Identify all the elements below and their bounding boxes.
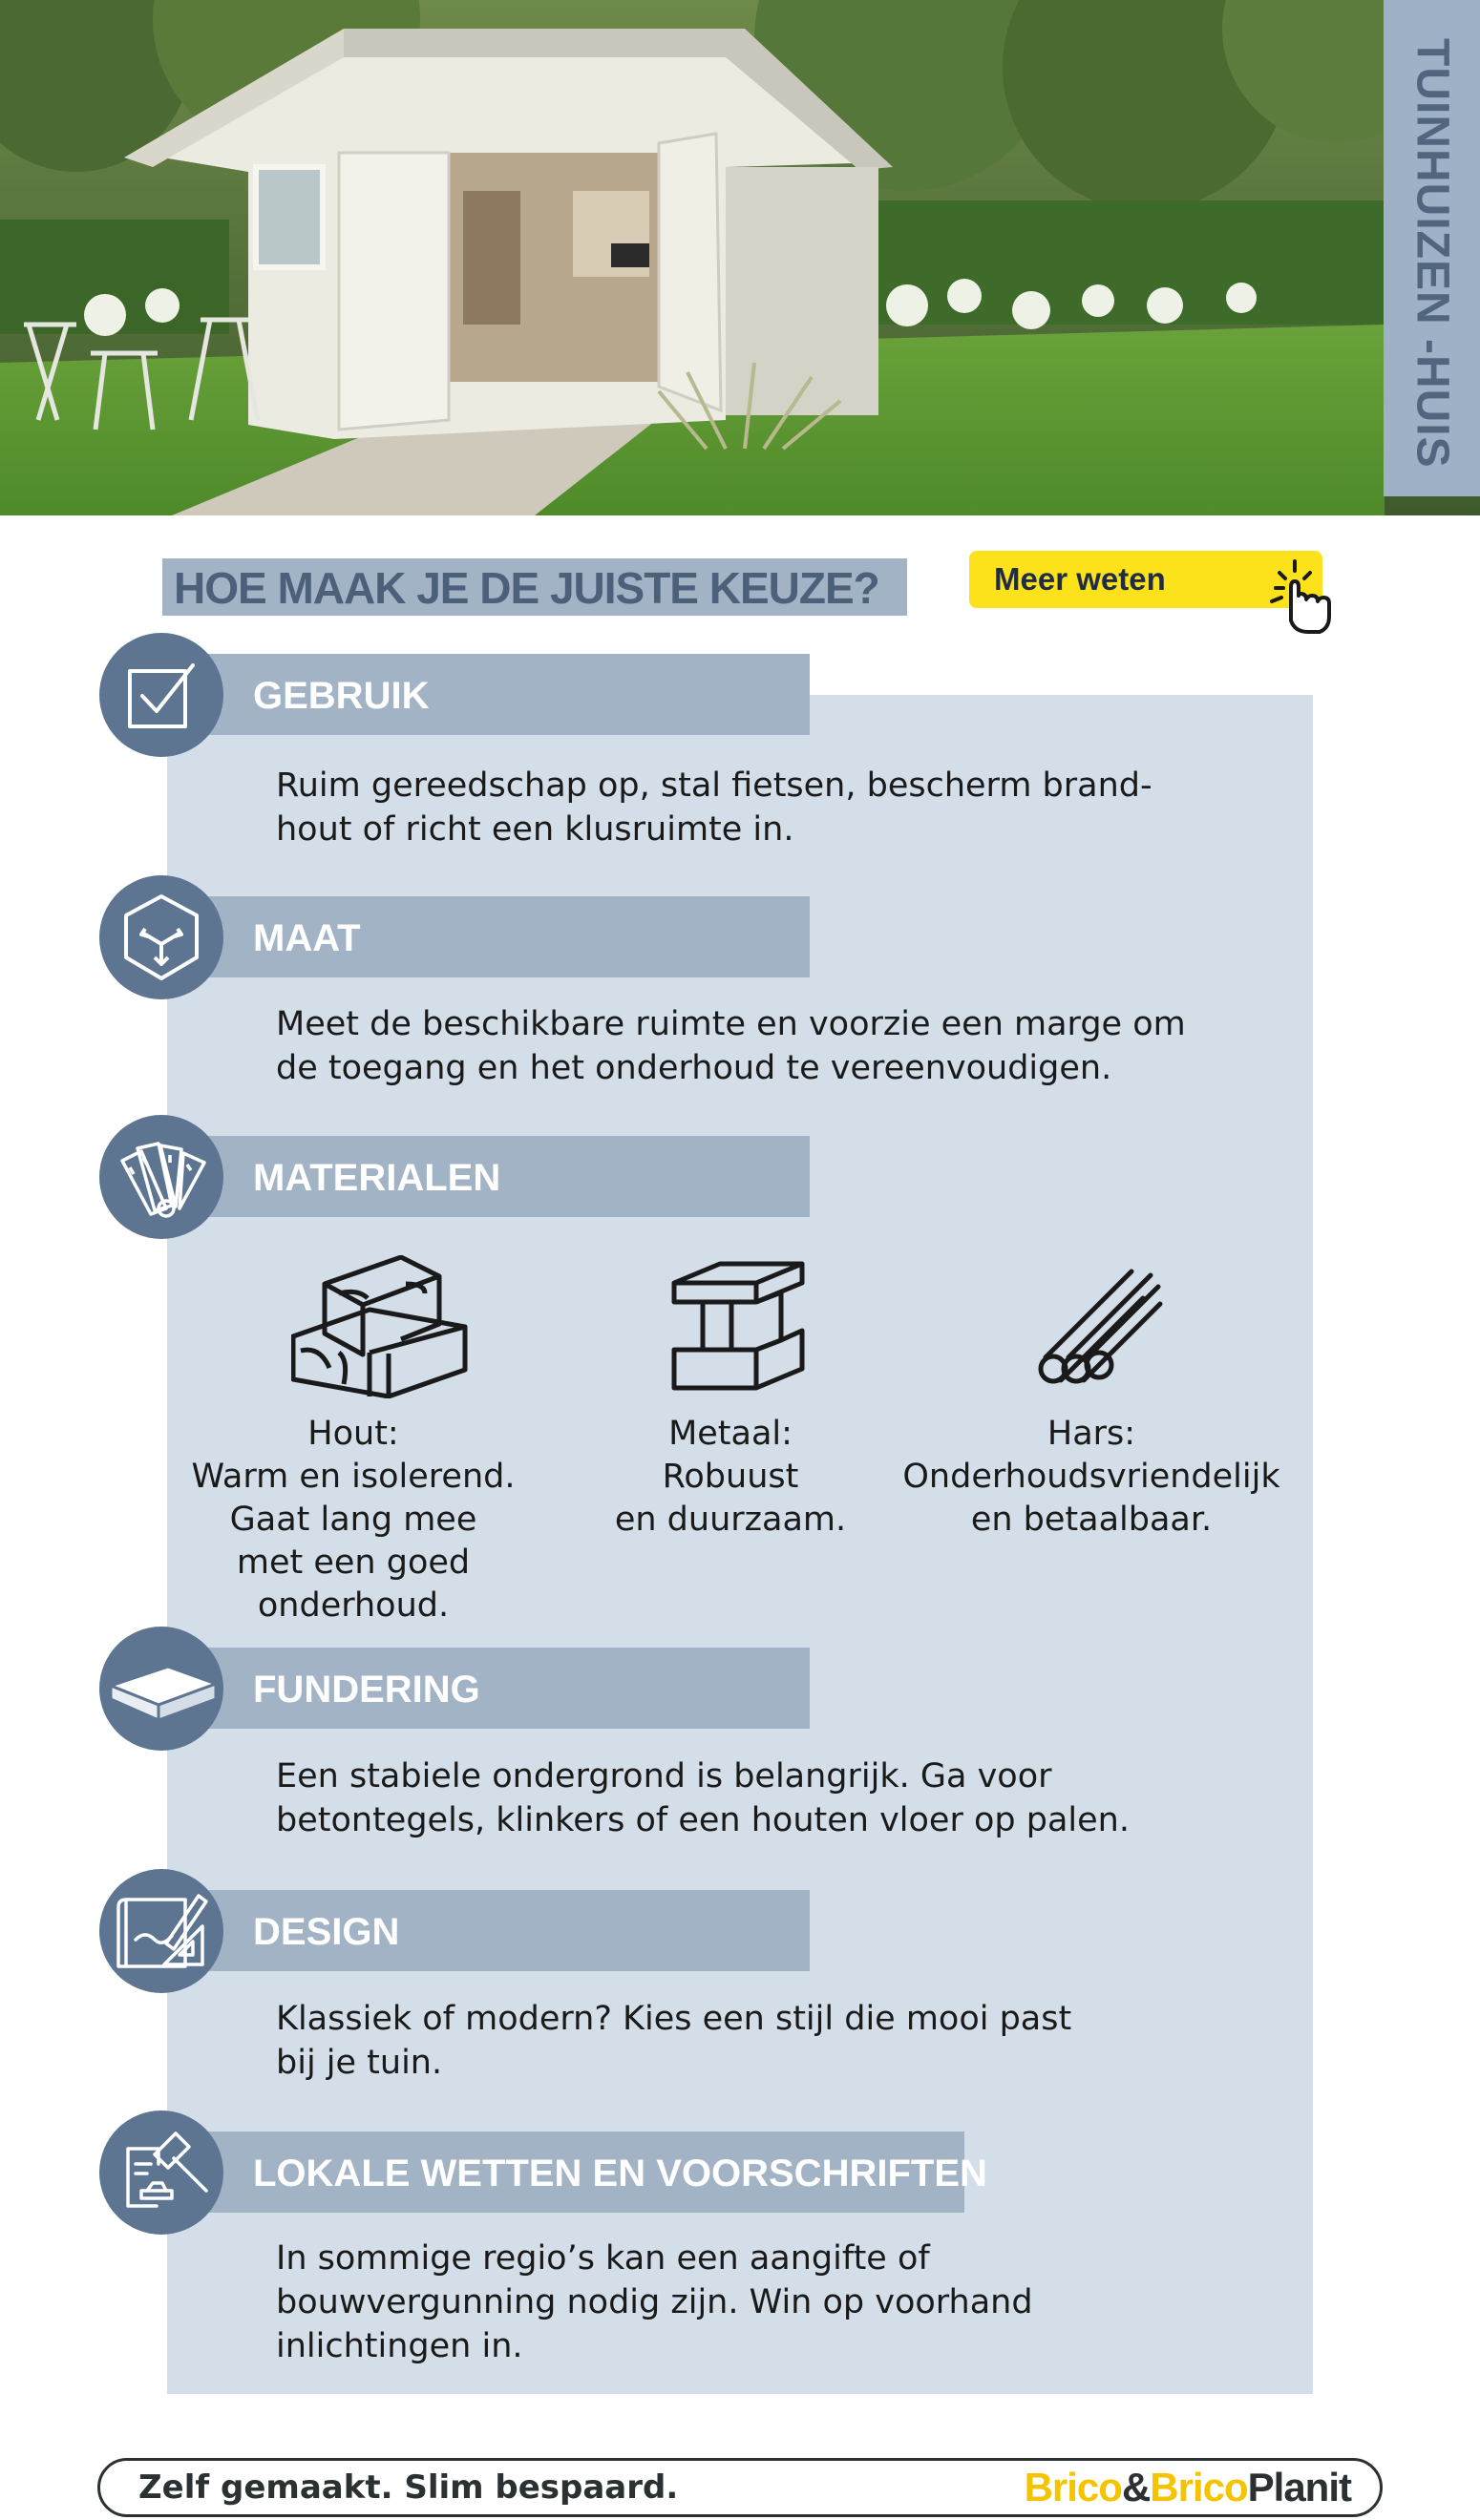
text-line: bij je tuin. — [276, 2044, 443, 2082]
text-line: betontegels, klinkers of een houten vloer op palen. — [276, 1801, 1130, 1839]
garden-house-illustration — [0, 0, 1480, 515]
text-line: inlichtingen in. — [276, 2327, 523, 2365]
footer-slogan: Zelf gemaakt. Slim bespaard. — [138, 2468, 679, 2507]
section-title-fundering: FUNDERING — [201, 1648, 810, 1729]
text-line: Gaat lang mee — [229, 1501, 477, 1539]
text-line: en duurzaam. — [614, 1501, 847, 1539]
text-line: Meet de beschikbare ruimte en voorzie een marge om — [276, 1005, 1186, 1043]
drawing-tools-icon — [99, 1869, 223, 1993]
category-side-tab — [1384, 0, 1480, 496]
wood-logs-icon — [291, 1255, 473, 1398]
text-line: Metaal: — [668, 1415, 793, 1453]
text-line: bouwvergunning nodig zijn. Win op voorhand — [276, 2283, 1033, 2321]
logo-word-planit: Planit — [1247, 2465, 1351, 2510]
section-title-lokale-wetten: LOKALE WETTEN EN VOORSCHRIFTEN — [201, 2132, 964, 2213]
text-line: Een stabiele ondergrond is belangrijk. Ga voor — [276, 1757, 1052, 1796]
resin-pipes-icon — [1036, 1258, 1165, 1387]
section-title-maat: MAAT — [201, 896, 810, 977]
material-hout — [153, 1413, 554, 1628]
section-text-lokale-wetten — [276, 2236, 1231, 2368]
hand-pointer-icon — [1253, 554, 1339, 640]
category-label: TUINHUIZEN -HUIS — [1406, 38, 1457, 469]
gavel-icon — [99, 2110, 223, 2235]
logo-ampersand: & — [1121, 2465, 1151, 2510]
material-hars — [891, 1413, 1292, 1542]
section-title-design: DESIGN — [201, 1890, 810, 1971]
section-title-gebruik: GEBRUIK — [201, 654, 810, 735]
section-text-gebruik — [276, 764, 1231, 851]
color-swatch-fan-icon — [99, 1115, 223, 1239]
text-line: Robuust — [662, 1458, 799, 1496]
section-text-design — [276, 1997, 1231, 2085]
more-info-button[interactable]: Meer weten — [969, 551, 1322, 608]
logo-word-brico-2: Brico — [1150, 2465, 1248, 2510]
material-metaal — [530, 1413, 931, 1542]
cube-dimensions-icon — [99, 875, 223, 999]
section-text-fundering — [276, 1754, 1231, 1842]
hero-photo — [0, 0, 1480, 515]
text-line: onderhoud. — [257, 1586, 450, 1625]
footer-bar — [97, 2458, 1383, 2517]
text-line: hout of richt een klusruimte in. — [276, 810, 794, 849]
slab-icon — [99, 1627, 223, 1751]
page-title: HOE MAAK JE DE JUISTE KEUZE? — [162, 558, 907, 616]
text-line: Warm en isolerend. — [191, 1458, 516, 1496]
section-text-maat — [276, 1002, 1231, 1090]
text-line: met een goed — [236, 1544, 471, 1582]
text-line: de toegang en het onderhoud te vereenvoudigen. — [276, 1049, 1112, 1087]
section-title-materialen: MATERIALEN — [201, 1136, 810, 1217]
checkbox-icon — [99, 633, 223, 757]
steel-beam-icon — [668, 1258, 807, 1392]
text-line: Onderhoudsvriendelijk — [902, 1458, 1280, 1496]
text-line: Ruim gereedschap op, stal fietsen, bescherm brand- — [276, 766, 1152, 805]
text-line: Hars: — [1047, 1415, 1136, 1453]
brico-brand-logo — [1025, 2461, 1351, 2514]
text-line: Klassiek of modern? Kies een stijl die mooi past — [276, 2000, 1072, 2038]
text-line: In sommige regio’s kan een aangifte of — [276, 2239, 930, 2278]
logo-word-brico: Brico — [1024, 2465, 1122, 2510]
text-line: en betaalbaar. — [970, 1501, 1213, 1539]
text-line: Hout: — [307, 1415, 399, 1453]
